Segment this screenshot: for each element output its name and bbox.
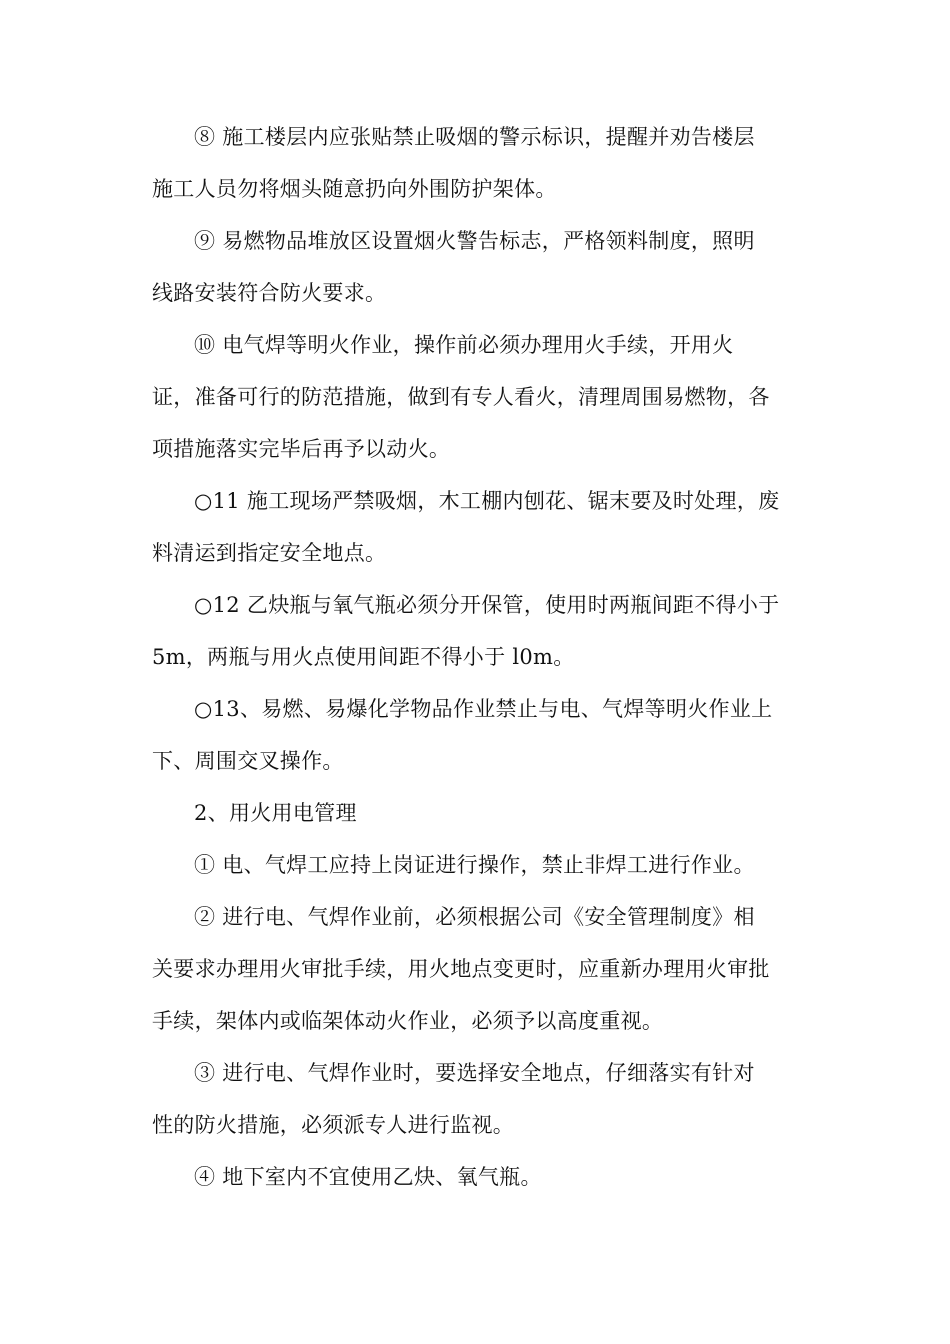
paragraph-2-line-3: 手续，架体内或临架体动火作业，必须予以高度重视。 — [152, 1009, 664, 1033]
paragraph-10-line-1: ⑩ 电气焊等明火作业，操作前必须办理用火手续，开用火 — [194, 333, 734, 357]
paragraph-2-line-1: ② 进行电、气焊作业前，必须根据公司《安全管理制度》相 — [194, 905, 755, 929]
paragraph-13-line-2: 下、周围交叉操作。 — [152, 749, 344, 773]
paragraph-11-line-1: ○11 施工现场严禁吸烟，木工棚内刨花、锯末要及时处理，废 — [194, 489, 780, 513]
paragraph-10-line-2: 证，准备可行的防范措施，做到有专人看火，清理周围易燃物，各 — [152, 385, 770, 409]
paragraph-2-line-2: 关要求办理用火审批手续，用火地点变更时，应重新办理用火审批 — [152, 957, 770, 981]
paragraph-8-line-2: 施工人员勿将烟头随意扔向外围防护架体。 — [152, 177, 557, 201]
paragraph-3-line-2: 性的防火措施，必须派专人进行监视。 — [152, 1113, 515, 1137]
paragraph-3-line-1: ③ 进行电、气焊作业时，要选择安全地点，仔细落实有针对 — [194, 1061, 755, 1085]
paragraph-4-line-1: ④ 地下室内不宜使用乙炔、氧气瓶。 — [194, 1165, 542, 1189]
paragraph-1-line-1: ① 电、气焊工应持上岗证进行操作，禁止非焊工进行作业。 — [194, 853, 755, 877]
paragraph-12-line-2: 5m，两瓶与用火点使用间距不得小于 l0m。 — [152, 645, 575, 669]
paragraph-12-line-1: ○12 乙炔瓶与氧气瓶必须分开保管，使用时两瓶间距不得小于 — [194, 593, 780, 617]
section-heading-fire-electric-management: 2、用火用电管理 — [194, 801, 357, 825]
paragraph-13-line-1: ○13、易燃、易爆化学物品作业禁止与电、气焊等明火作业上 — [194, 697, 773, 721]
paragraph-10-line-3: 项措施落实完毕后再予以动火。 — [152, 437, 451, 461]
paragraph-9-line-1: ⑨ 易燃物品堆放区设置烟火警告标志，严格领料制度，照明 — [194, 229, 755, 253]
paragraph-11-line-2: 料清运到指定安全地点。 — [152, 541, 387, 565]
paragraph-9-line-2: 线路安装符合防火要求。 — [152, 281, 387, 305]
paragraph-8-line-1: ⑧ 施工楼层内应张贴禁止吸烟的警示标识，提醒并劝告楼层 — [194, 125, 755, 149]
